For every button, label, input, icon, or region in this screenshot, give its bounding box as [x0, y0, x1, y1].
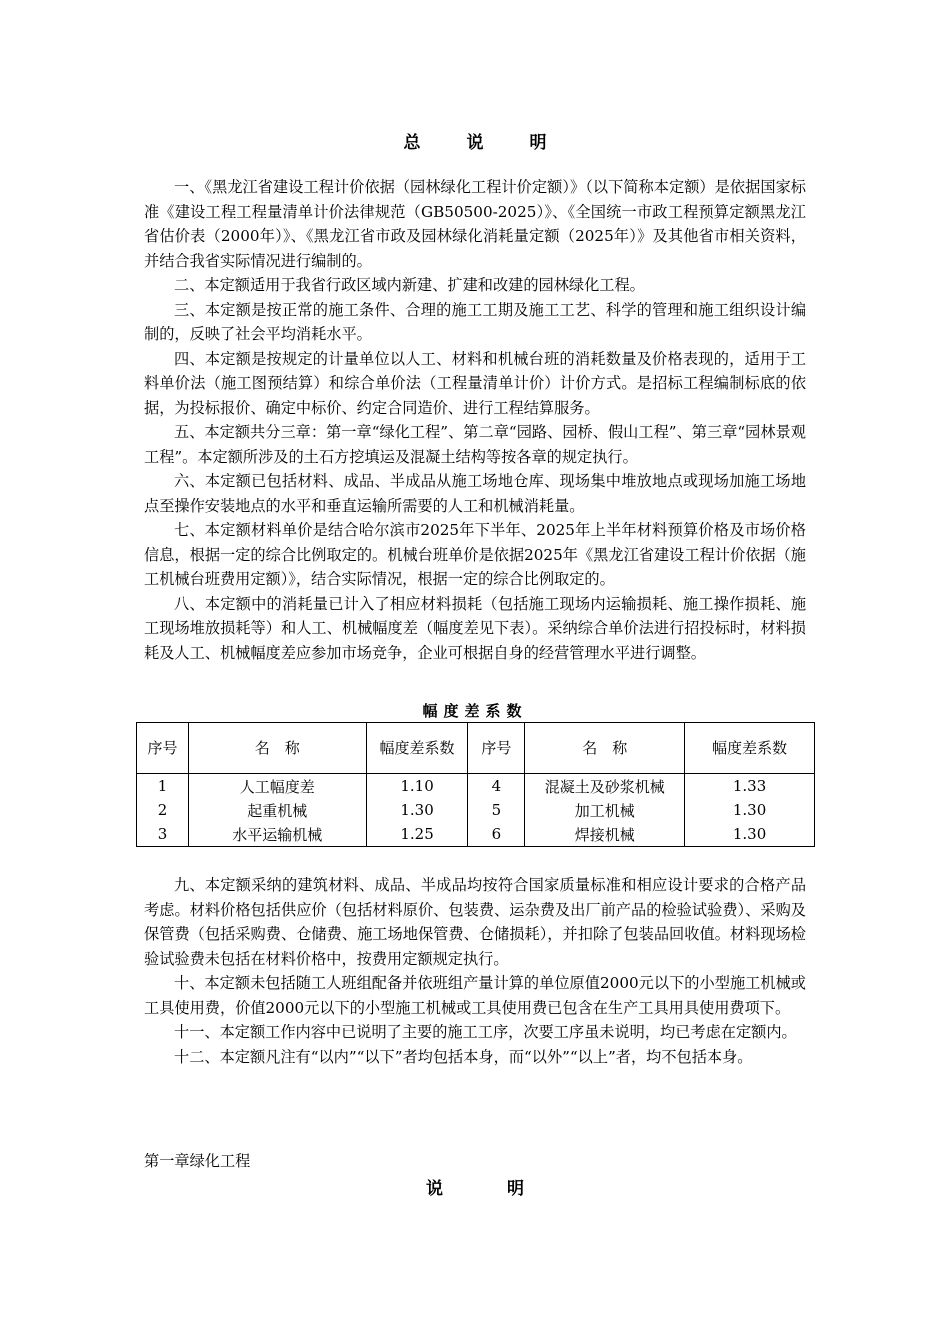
cell-name-2: 加工机械	[525, 798, 685, 822]
paragraph-10: 十、本定额未包括随工人班组配备并依班组产量计算的单位原值2000元以下的小型施工机械或工具使用费，价值2000元以下的小型施工机械或工具使用费已包含在生产工具用具使用费项下。	[144, 974, 806, 1017]
title-char-1: 总	[403, 133, 421, 153]
paragraph-8: 八、本定额中的消耗量已计入了相应材料损耗（包括施工现场内运输损耗、施工操作损耗、施工现场堆放损耗等）和人工、机械幅度差（幅度差见下表）。采纳综合单价法进行招投标时，材料损耗及人工、机械幅度差应参加市场竞争，企业可根据自身的经营管理水平进行调整。	[144, 594, 806, 662]
section-title-char-2: 明	[507, 1179, 524, 1199]
cell-coef-2: 1.33	[685, 774, 815, 799]
intro-section	[144, 175, 806, 665]
table-row	[137, 822, 815, 847]
section-title-char-1: 说	[426, 1179, 443, 1199]
cell-seq-2: 4	[468, 774, 525, 799]
paragraph-12: 十二、本定额凡注有“以内”“以下”者均包括本身，而“以外”“以上”者，均不包括本身。	[174, 1047, 753, 1066]
cell-name-2: 焊接机械	[525, 822, 685, 847]
table-row	[137, 798, 815, 822]
cell-name: 起重机械	[188, 798, 366, 822]
header-name: 名 称	[188, 723, 366, 774]
cell-seq-2: 5	[468, 798, 525, 822]
cell-seq: 3	[137, 822, 189, 847]
cell-coef-2: 1.30	[685, 822, 815, 847]
coefficient-table	[136, 722, 815, 847]
header-coef-2: 幅度差系数	[685, 723, 815, 774]
title-char-3: 明	[529, 133, 547, 153]
title-char-2: 说	[466, 133, 484, 153]
cell-name: 人工幅度差	[188, 774, 366, 799]
cell-coef: 1.30	[366, 798, 468, 822]
paragraph-9: 九、本定额采纳的建筑材料、成品、半成品均按符合国家质量标准和相应设计要求的合格产品考虑。材料价格包括供应价（包括材料原价、包装费、运杂费及出厂前产品的检验试验费）、采购及保管费（包括采购费、仓储费、施工场地保管费、仓储损耗），并扣除了包装品回收值。材料现场检验试验费未包括在材料价格中，按费用定额规定执行。	[144, 876, 806, 968]
cell-name: 水平运输机械	[188, 822, 366, 847]
cell-seq-2: 6	[468, 822, 525, 847]
cell-seq: 2	[137, 798, 189, 822]
section-title	[0, 1174, 950, 1199]
table-caption: 幅度差系数	[422, 702, 528, 720]
header-seq-2: 序号	[468, 723, 525, 774]
table-header-row	[137, 723, 815, 774]
header-seq: 序号	[137, 723, 189, 774]
cell-seq: 1	[137, 774, 189, 799]
paragraph-2: 二、本定额适用于我省行政区域内新建、扩建和改建的园林绿化工程。	[174, 276, 645, 294]
paragraph-3: 三、本定额是按正常的施工条件、合理的施工工期及施工工艺、科学的管理和施工组织设计编制的，反映了社会平均消耗水平。	[144, 300, 806, 343]
cell-coef: 1.25	[366, 822, 468, 847]
paragraph-11: 十一、本定额工作内容中已说明了主要的施工工序，次要工序虽未说明，均已考虑在定额内。	[174, 1023, 797, 1041]
header-name-2: 名 称	[525, 723, 685, 774]
header-coef: 幅度差系数	[366, 723, 468, 774]
table-row	[137, 774, 815, 799]
paragraph-5: 五、本定额共分三章：第一章“绿化工程”、第二章“园路、园桥、假山工程”、第三章“园林景观工程”。本定额所涉及的土石方挖填运及混凝土结构等按各章的规定执行。	[144, 423, 806, 466]
notes-section	[144, 873, 806, 1069]
paragraph-4: 四、本定额是按规定的计量单位以人工、材料和机械台班的消耗数量及价格表现的，适用于工料单价法（施工图预结算）和综合单价法（工程量清单计价）计价方式。是招标工程编制标底的依据，为投标报价、确定中标价、约定合同造价、进行工程结算服务。	[144, 349, 806, 417]
cell-coef: 1.10	[366, 774, 468, 799]
paragraph-6: 六、本定额已包括材料、成品、半成品从施工场地仓库、现场集中堆放地点或现场加施工场地点至操作安装地点的水平和垂直运输所需要的人工和机械消耗量。	[144, 472, 806, 515]
cell-name-2: 混凝土及砂浆机械	[525, 774, 685, 799]
paragraph-7: 七、本定额材料单价是结合哈尔滨市2025年下半年、2025年上半年材料预算价格及市场价格信息，根据一定的综合比例取定的。机械台班单价是依据2025年《黑龙江省建设工程计价依据（施工机械台班费用定额）》，结合实际情况，根据一定的综合比例取定的。	[144, 521, 806, 588]
paragraph-1: 一、《黑龙江省建设工程计价依据（园林绿化工程计价定额）》（以下简称本定额）是依据国家标准《建设工程工程量清单计价法律规范（GB50500-2025）》、《全国统一市政工程预算定额黑龙江省估价表（2000年）》、《黑龙江省市政及园林绿化消耗量定额（2025年）》及其他省市相关资料，并结合我省实际情况进行编制的。	[144, 178, 806, 270]
cell-coef-2: 1.30	[685, 798, 815, 822]
chapter-heading: 第一章绿化工程	[144, 1152, 251, 1170]
page-title	[0, 128, 950, 153]
